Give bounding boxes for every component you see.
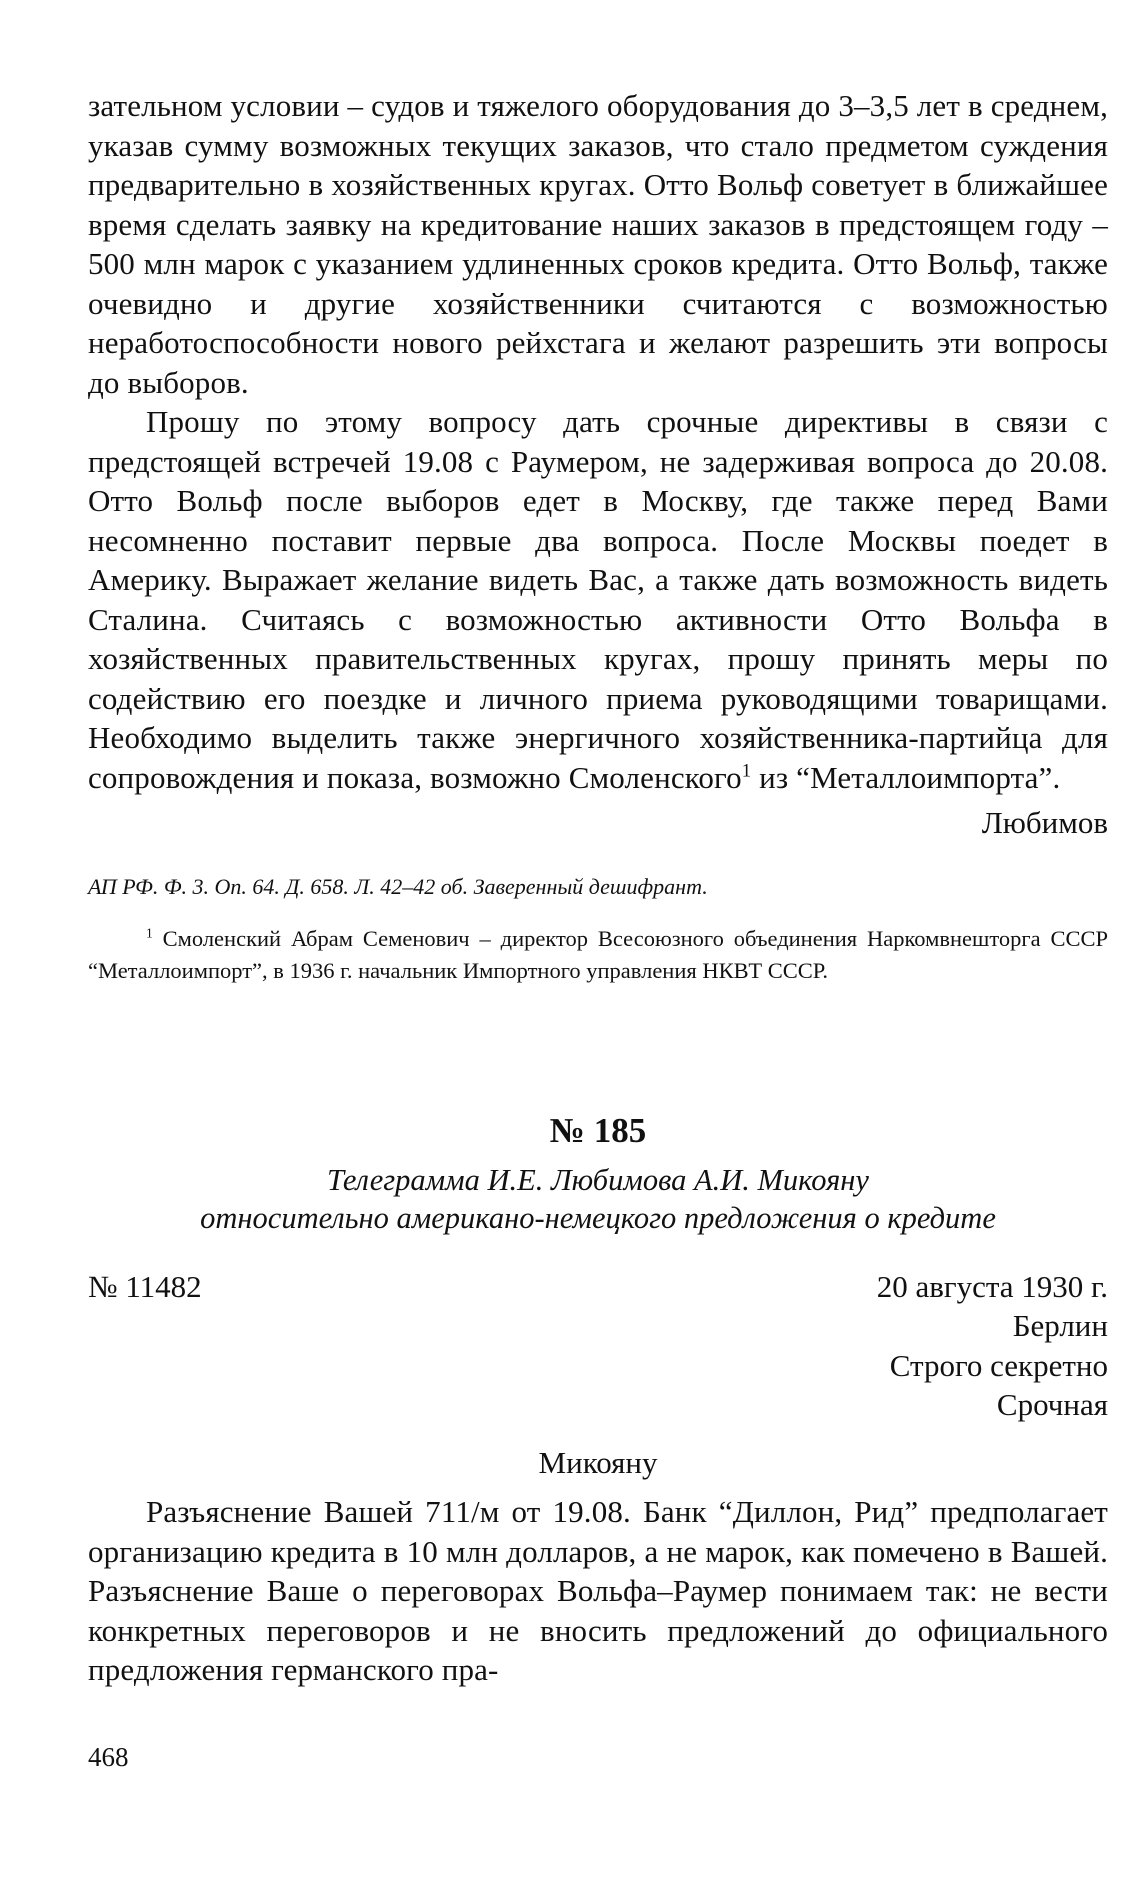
urgency-label: Срочная [996,1387,1108,1422]
telegram-body: Разъяснение Вашей 711/м от 19.08. Банк “Диллон, Рид” предполагает организацию кредита в 10 млн долларов, а не марок, как помечено в Вашей. Разъяснение Ваше о переговорах Вольфа–Раумер понимаем так: не вести конкретных переговоров и не вносить предложений до официального предложения германского пра- [88,1494,1108,1687]
telegram-place: Берлин [1012,1308,1108,1343]
page-content [88,86,1108,1690]
document-number: № 185 [549,1110,647,1150]
addressee: Микояну [538,1444,658,1480]
document-title-line1: Телеграмма И.Е. Любимова А.И. Микояну [327,1162,869,1197]
paragraph-request-text: Прошу по этому вопросу дать срочные директивы в связи с предстоящей встречей 19.08 с Раумером, не задерживая вопроса до 20.08. Отто Вольф после выборов едет в Москву, где также перед Вами несомненно поставит первые два вопроса. После Москвы поедет в Америку. Выражает желание видеть Вас, а также дать возможность видеть Сталина. Считаясь с возможностью активности Отто Вольфа в хозяйственных правительственных кругах, прошу принять меры по содействию его поездке и личного приема руководящими товарищами. Необходимо выделить также энергичного хозяйственника-партийца для сопровождения и показа, возможно Смоленского [88,404,1108,795]
document-title-line2: относительно американо-немецкого предложения о кредите [200,1200,996,1235]
telegram-header-row [88,1267,1108,1307]
signature: Любимов [981,805,1108,840]
telegram-date: 20 августа 1930 г. [876,1268,1108,1304]
footnote-text: Смоленский Абрам Семенович – директор Всесоюзного объединения Наркомвнешторга СССР “Металлоимпорт”, в 1936 г. начальник Импортного управления НКВТ СССР. [88,925,1108,983]
secrecy-label: Строго секретно [889,1347,1108,1383]
paragraph-request-end: из “Металлоимпорта”. [751,759,1061,795]
archive-source: АП РФ. Ф. 3. Оп. 64. Д. 658. Л. 42–42 об. Заверенный дешифрант. [88,873,708,899]
paragraph-continuation: зательном условии – судов и тяжелого оборудования до 3–3,5 лет в среднем, указав сумму возможных текущих заказов, что стало предметом суждения предварительно в хозяйственных кругах. Отто Вольф советует в ближайшее время сделать заявку на кредитование наших заказов в предстоящем году – 500 млн марок с указанием удлиненных сроков кредита. Отто Вольф, также очевидно и другие хозяйственники считаются с возможностью неработоспособности нового рейхстага и желают разрешить эти вопросы до выборов. [88,88,1108,400]
footnote-marker: 1 [741,760,752,782]
footnote-number: 1 [146,925,153,940]
registration-number: № 11482 [88,1268,202,1304]
document-title [88,1161,1108,1237]
footnote [88,923,1108,987]
paragraph-request [88,402,1108,797]
page-number: 468 [88,1742,129,1772]
